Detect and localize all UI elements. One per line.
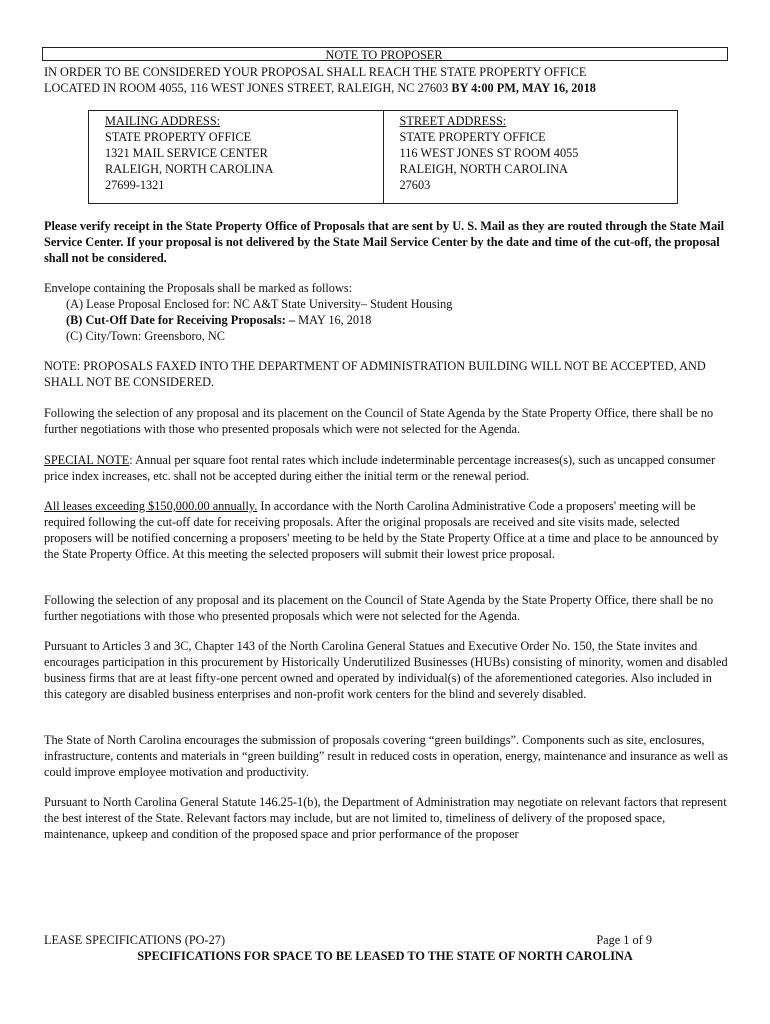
green-buildings-paragraph: The State of North Carolina encourages the submission of proposals covering “green buildings”. Components such as site, enclosures, infrastructure, contents and materials in “green building” result in reduced costs in operation, energy, maintenance and insurance as well as could improve employee motivation and productivity. xyxy=(44,733,728,779)
mailing-line: 1321 MAIL SERVICE CENTER xyxy=(105,146,268,160)
mailing-heading: MAILING ADDRESS: xyxy=(105,114,221,128)
envelope-instructions xyxy=(44,280,728,344)
special-note-label: SPECIAL NOTE xyxy=(44,453,130,467)
envelope-intro: Envelope containing the Proposals shall be marked as follows: xyxy=(44,281,353,295)
leases-text: In accordance with the North Carolina Administrative Code a proposers' meeting will be required following the cut-off date for receiving proposals. After the original proposals are received and site visits made, selected proposers will be notified concerning a proposers' meeting to be held by the State Property Office at a time and place to be announced by the State Property Office. At this meeting the selected proposers will submit their lowest price proposal. xyxy=(44,499,719,561)
special-note-text: : Annual per square foot rental rates which include indeterminable percentage increases(s), such as uncapped consumer price index increases, etc. shall not be accepted during either the initial term or the renewal period. xyxy=(44,453,716,483)
intro-line-2 xyxy=(44,80,734,96)
street-line: 116 WEST JONES ST ROOM 4055 xyxy=(399,146,579,160)
intro-line-2-text: LOCATED IN ROOM 4055, 116 WEST JONES STREET, RALEIGH, NC 27603 xyxy=(44,81,452,95)
selection-paragraph-1: Following the selection of any proposal and its placement on the Council of State Agenda by the State Property Office, there shall be no further negotiations with those who presented proposals which were not selected for the Agenda. xyxy=(44,406,714,436)
statute-paragraph: Pursuant to North Carolina General Statute 146.25-1(b), the Department of Administration may negotiate on relevant factors that represent the best interest of the State. Relevant factors may include, but are not limited to, timeliness of delivery of the proposed space, maintenance, upkeep and condition of the proposed space and prior performance of the proposer xyxy=(44,795,727,841)
footer-title: SPECIFICATIONS FOR SPACE TO BE LEASED TO THE STATE OF NORTH CAROLINA xyxy=(137,949,633,963)
envelope-item-a: (A) Lease Proposal Enclosed for: NC A&T State University– Student Housing xyxy=(66,297,453,311)
leases-label: All leases exceeding $150,000.00 annually. xyxy=(44,499,258,513)
mailing-line: RALEIGH, NORTH CAROLINA xyxy=(105,162,274,176)
street-heading: STREET ADDRESS: xyxy=(399,114,507,128)
street-line: 27603 xyxy=(399,178,431,192)
selection-paragraph-2: Following the selection of any proposal and its placement on the Council of State Agenda by the State Property Office, there shall be no further negotiations with those who presented proposals which were not selected for the Agenda. xyxy=(44,593,714,623)
hub-paragraph: Pursuant to Articles 3 and 3C, Chapter 143 of the North Carolina General Statues and Executive Order No. 150, the State invites and encourages participation in this procurement by Historically Underutilized Businesses (HUBs) consisting of minority, women and disabled business firms that are at least fifty-one percent owned and operated by individual(s) of the aforementioned categories. Also included in this category are disabled business enterprises and non-profit work centers for the blind and severely disabled. xyxy=(44,639,728,701)
footer-page-number: Page 1 of 9 xyxy=(596,933,652,947)
street-line: STATE PROPERTY OFFICE xyxy=(399,130,546,144)
mailing-line: 27699-1321 xyxy=(105,178,165,192)
header-title: NOTE TO PROPOSER xyxy=(325,48,443,62)
street-line: RALEIGH, NORTH CAROLINA xyxy=(399,162,568,176)
intro-line-1: IN ORDER TO BE CONSIDERED YOUR PROPOSAL SHALL REACH THE STATE PROPERTY OFFICE xyxy=(44,65,587,79)
envelope-item-b xyxy=(44,312,728,328)
fax-note: NOTE: PROPOSALS FAXED INTO THE DEPARTMENT OF ADMINISTRATION BUILDING WILL NOT BE ACCEPTED, AND SHALL NOT BE CONSIDERED. xyxy=(44,359,706,389)
deadline: BY 4:00 PM, MAY 16, 2018 xyxy=(451,81,596,95)
special-note xyxy=(44,452,728,484)
envelope-item-b-label: (B) Cut-Off Date for Receiving Proposals: – xyxy=(66,313,296,327)
envelope-item-c: (C) City/Town: Greensboro, NC xyxy=(66,329,225,343)
verify-notice: Please verify receipt in the State Property Office of Proposals that are sent by U. S. Mail as they are routed through the State Mail Service Center. If your proposal is not delivered by the State Mail Service Center by the date and time of the cut-off, the proposal shall not be considered. xyxy=(44,219,725,265)
intro-text xyxy=(44,64,734,96)
leases-paragraph xyxy=(44,498,728,562)
street-address xyxy=(384,111,678,203)
mailing-address xyxy=(89,111,384,203)
mailing-line: STATE PROPERTY OFFICE xyxy=(105,130,252,144)
footer-doc-id: LEASE SPECIFICATIONS (PO-27) xyxy=(44,933,226,947)
envelope-item-b-date: MAY 16, 2018 xyxy=(295,313,372,327)
address-table xyxy=(88,110,678,204)
